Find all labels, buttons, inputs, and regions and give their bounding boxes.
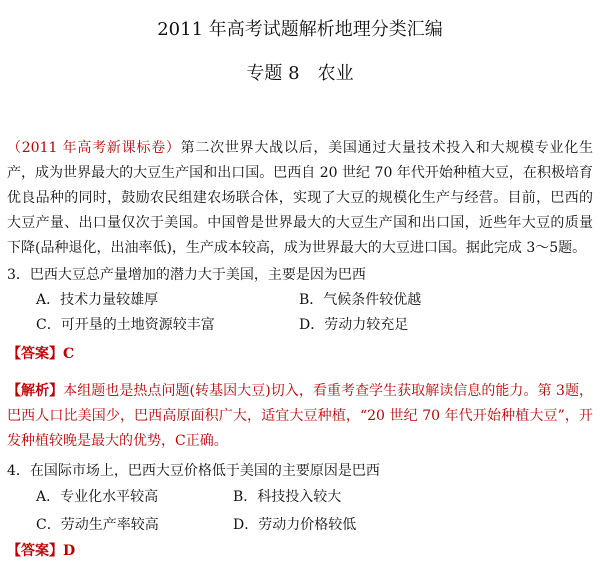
q4-option-d: D．劳动力价格较低 — [233, 517, 357, 533]
document-title: 2011 年高考试题解析地理分类汇编 — [157, 19, 443, 40]
source-label: （2011 年高考新课标卷） — [7, 140, 181, 156]
answer-label: 【答案】 — [7, 543, 63, 559]
topic-title: 专题 8 农业 — [246, 63, 354, 84]
answer-value: C — [63, 346, 75, 362]
question-4-stem: 4．在国际市场上，巴西大豆价格低于美国的主要原因是巴西 — [7, 463, 380, 479]
q3-answer — [7, 343, 74, 365]
answer-label: 【答案】 — [7, 346, 63, 362]
intro-text: 第二次世界大战以后，美国通过大量技术投入和大规模专业化生产，成为世界最大的大豆生产国和出口国。巴西自 20 世纪 70 年代开始种植大豆，在积极培育优良品种的同时，鼓励农民组建农场联合体，实现了大豆的规模化生产与经营。目前，巴西的大豆产量、出口量仅次于美国。中国曾是世界最大的大豆生产国和出口国，近些年大豆的质量下降(品种退化，出油率低)，生产成本较高，成为世界最大的大豆进口国。据此完成 3～5题。 — [7, 140, 593, 256]
q3-analysis — [7, 379, 593, 454]
q3-option-d: D．劳动力较充足 — [299, 317, 409, 333]
q4-option-c: C．劳动生产率较高 — [36, 517, 159, 533]
q3-option-c: C．可开垦的土地资源较丰富 — [36, 317, 215, 333]
intro-paragraph — [7, 136, 593, 261]
q3-option-a: A．技术力量较雄厚 — [36, 292, 159, 308]
q4-option-b: B．科技投入较大 — [233, 489, 342, 505]
question-3-stem: 3．巴西大豆总产量增加的潜力大于美国，主要是因为巴西 — [7, 267, 366, 283]
answer-value: D — [63, 543, 76, 559]
q3-option-b: B．气候条件较优越 — [299, 292, 422, 308]
q4-option-a: A．专业化水平较高 — [36, 489, 159, 505]
analysis-text: 本组题也是热点问题(转基因大豆)切入，看重考查学生获取解读信息的能力。第 3题，巴西人口比美国少，巴西高原面积广大，适宜大豆种植，“20 世纪 70 年代开始种植大豆”，开发种植较晚是最大的优势，C正确。 — [7, 383, 594, 449]
q4-answer — [7, 540, 75, 562]
analysis-label: 【解析】 — [7, 383, 64, 399]
